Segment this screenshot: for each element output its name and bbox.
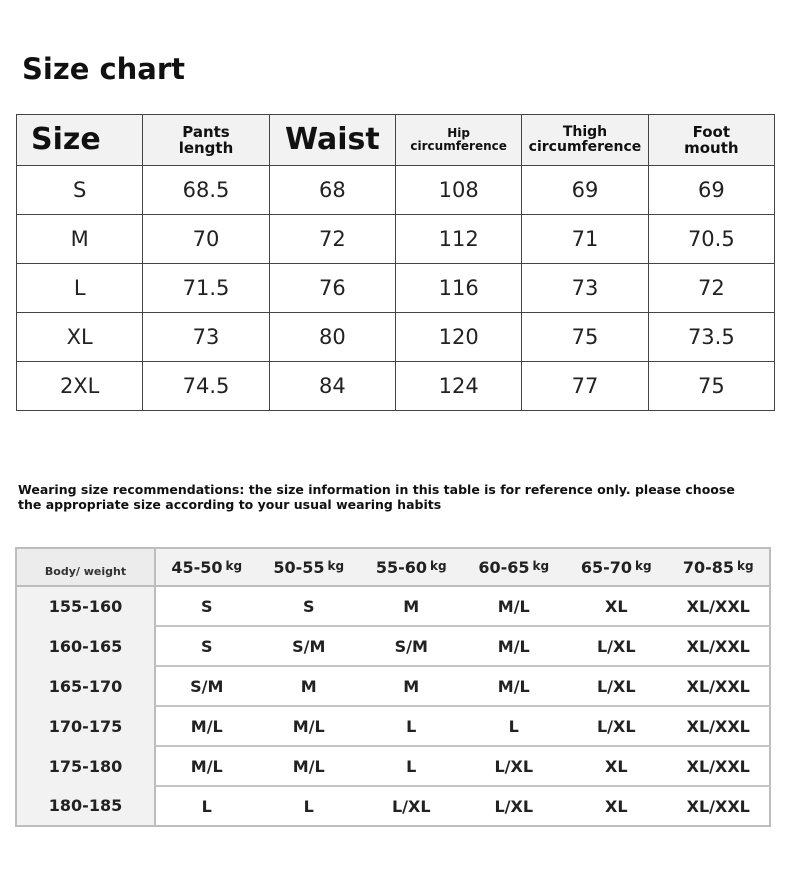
size-cell: XL	[565, 586, 668, 626]
value-cell: 73.5	[648, 313, 774, 362]
header-line1: Hip	[447, 126, 471, 140]
weight-unit: kg	[737, 558, 754, 573]
table-row	[16, 666, 770, 706]
size-cell: XL	[565, 746, 668, 786]
table-row	[16, 786, 770, 826]
size-chart-table	[16, 114, 775, 411]
header-line1: Foot	[692, 123, 731, 141]
header-line2: circumference	[528, 139, 642, 155]
size-cell: L/XL	[565, 706, 668, 746]
size-cell: M	[258, 666, 361, 706]
size-cell: L	[258, 786, 361, 826]
value-cell: 84	[269, 362, 395, 411]
size-cell: S/M	[155, 666, 258, 706]
value-cell: 73	[143, 313, 269, 362]
weight-unit: kg	[225, 558, 243, 573]
weight-unit: kg	[635, 558, 652, 573]
size-cell: XL/XXL	[668, 746, 771, 786]
header-size	[17, 115, 143, 166]
size-recommendation-table	[15, 547, 771, 827]
weight-unit: kg	[532, 558, 550, 573]
size-cell: L/XL	[565, 666, 668, 706]
table-row	[17, 264, 775, 313]
table-row	[17, 362, 775, 411]
weight-range: 70-85	[682, 557, 735, 577]
size-cell: XL	[17, 313, 143, 362]
corner-label: Body/ weight	[16, 548, 155, 586]
size-cell: M/L	[463, 626, 566, 666]
height-cell: 175-180	[16, 746, 155, 786]
table-row	[16, 626, 770, 666]
size-cell: S	[155, 586, 258, 626]
value-cell: 120	[395, 313, 521, 362]
header-foot-mouth	[648, 115, 774, 166]
header-waist-label: Waist	[284, 122, 380, 157]
size-cell: S/M	[258, 626, 361, 666]
header-thigh	[522, 115, 648, 166]
value-cell: 75	[522, 313, 648, 362]
weight-range: 65-70	[580, 557, 633, 577]
value-cell: 116	[395, 264, 521, 313]
value-cell: 74.5	[143, 362, 269, 411]
value-cell: 75	[648, 362, 774, 411]
recommendation-header-row	[16, 548, 770, 586]
note-line-2: the appropriate size according to your usual wearing habits	[18, 497, 442, 512]
height-cell: 160-165	[16, 626, 155, 666]
size-cell: XL	[565, 786, 668, 826]
size-cell: XL/XXL	[668, 626, 771, 666]
value-cell: 76	[269, 264, 395, 313]
size-cell: L	[360, 746, 463, 786]
header-size-label: Size	[31, 122, 101, 157]
header-line1: Pants	[182, 123, 230, 141]
header-line1: Thigh	[562, 124, 608, 140]
value-cell: 108	[395, 166, 521, 215]
size-cell: XL/XXL	[668, 586, 771, 626]
weight-range: 50-55	[273, 557, 325, 577]
size-cell: M	[360, 666, 463, 706]
value-cell: 70.5	[648, 215, 774, 264]
size-cell: XL/XXL	[668, 706, 771, 746]
size-cell: XL/XXL	[668, 666, 771, 706]
size-cell: S	[155, 626, 258, 666]
size-cell: M/L	[463, 666, 566, 706]
page-title: Size chart	[22, 52, 186, 86]
header-line2: circumference	[410, 139, 507, 153]
weight-header	[258, 548, 361, 586]
value-cell: 71	[522, 215, 648, 264]
header-line2: mouth	[684, 139, 739, 157]
weight-unit: kg	[430, 558, 447, 573]
size-cell: L/XL	[463, 786, 566, 826]
value-cell: 112	[395, 215, 521, 264]
size-cell: M/L	[258, 706, 361, 746]
size-cell: XL/XXL	[668, 786, 771, 826]
value-cell: 124	[395, 362, 521, 411]
value-cell: 70	[143, 215, 269, 264]
note-line-1: Wearing size recommendations: the size information in this table is for reference only. please choose	[18, 482, 735, 497]
weight-header	[565, 548, 668, 586]
size-cell: M	[17, 215, 143, 264]
weight-unit: kg	[327, 558, 345, 573]
value-cell: 72	[648, 264, 774, 313]
table-row	[17, 215, 775, 264]
size-cell: M/L	[463, 586, 566, 626]
weight-header	[155, 548, 258, 586]
value-cell: 69	[522, 166, 648, 215]
header-hip	[395, 115, 521, 166]
value-cell: 77	[522, 362, 648, 411]
size-cell: S/M	[360, 626, 463, 666]
table-row	[17, 166, 775, 215]
table-row	[16, 706, 770, 746]
size-cell: M/L	[155, 746, 258, 786]
size-cell: L/XL	[360, 786, 463, 826]
weight-header	[463, 548, 566, 586]
header-line2: length	[178, 139, 234, 157]
size-cell: S	[258, 586, 361, 626]
height-cell: 165-170	[16, 666, 155, 706]
weight-range: 60-65	[478, 557, 530, 577]
header-waist	[269, 115, 395, 166]
size-cell: 2XL	[17, 362, 143, 411]
value-cell: 68	[269, 166, 395, 215]
size-cell: L	[155, 786, 258, 826]
size-cell: M/L	[258, 746, 361, 786]
value-cell: 69	[648, 166, 774, 215]
weight-header	[668, 548, 771, 586]
table-row	[16, 746, 770, 786]
value-cell: 71.5	[143, 264, 269, 313]
weight-range: 55-60	[375, 557, 428, 577]
size-cell: L/XL	[565, 626, 668, 666]
table-row	[17, 313, 775, 362]
height-cell: 180-185	[16, 786, 155, 826]
size-recommendation-note	[18, 482, 778, 512]
value-cell: 72	[269, 215, 395, 264]
weight-range: 45-50	[171, 557, 223, 577]
size-cell: L	[360, 706, 463, 746]
size-cell: L	[17, 264, 143, 313]
size-chart-header-row	[17, 115, 775, 166]
value-cell: 80	[269, 313, 395, 362]
size-cell: M/L	[155, 706, 258, 746]
size-cell: S	[17, 166, 143, 215]
size-cell: L	[463, 706, 566, 746]
value-cell: 68.5	[143, 166, 269, 215]
table-row	[16, 586, 770, 626]
size-cell: M	[360, 586, 463, 626]
height-cell: 155-160	[16, 586, 155, 626]
height-cell: 170-175	[16, 706, 155, 746]
header-pants-length	[143, 115, 269, 166]
size-cell: L/XL	[463, 746, 566, 786]
value-cell: 73	[522, 264, 648, 313]
weight-header	[360, 548, 463, 586]
